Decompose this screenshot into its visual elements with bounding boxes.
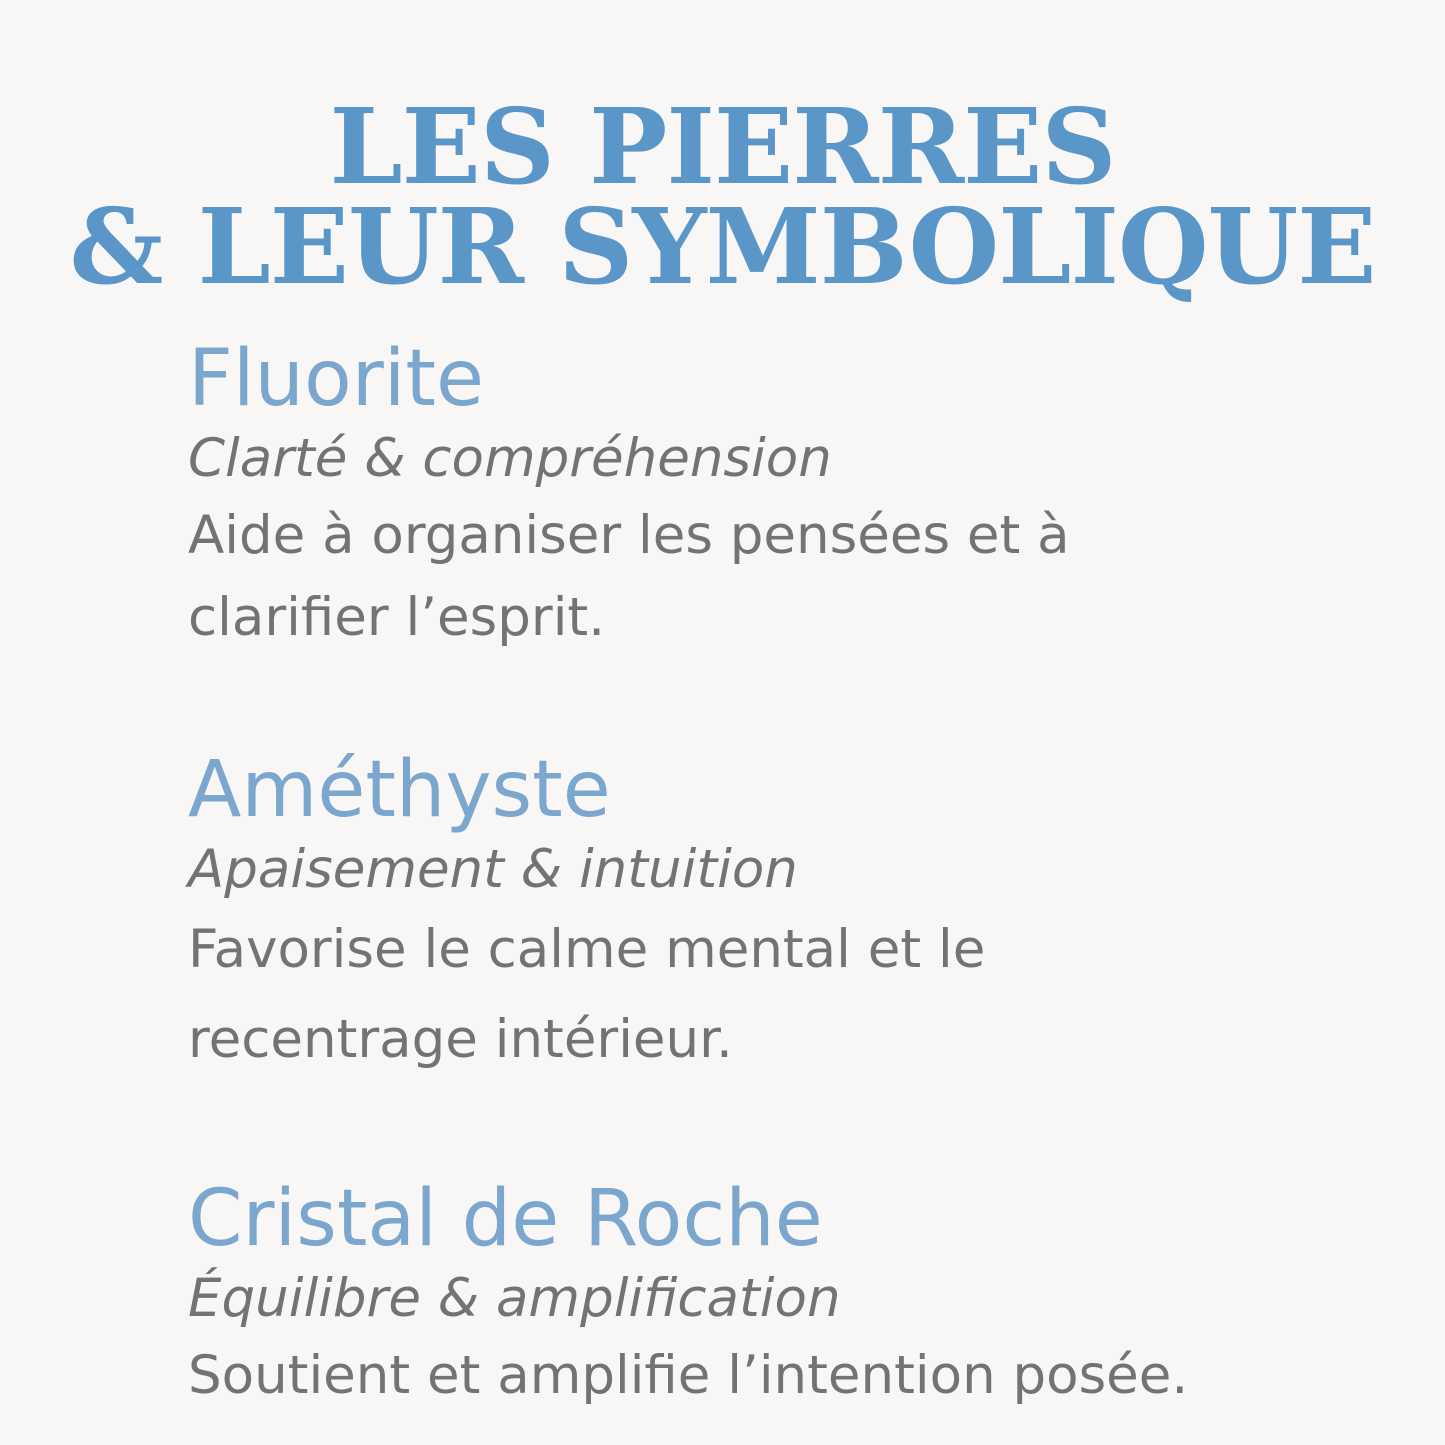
stone-name: Améthyste [188, 745, 611, 835]
page-title-line-2: & LEUR SYMBOLIQUE [69, 185, 1376, 308]
stone-description-line: Aide à organiser les pensées et à [188, 505, 1070, 566]
stone-description-line: recentrage intérieur. [188, 1009, 733, 1070]
stone-description-line: Soutient et amplifie l’intention posée. [188, 1345, 1189, 1406]
stone-subtitle: Équilibre & amplification [188, 1268, 841, 1329]
stone-section-amethyste [188, 745, 1388, 1085]
stone-name: Cristal de Roche [188, 1174, 823, 1264]
stone-subtitle: Apaisement & intuition [188, 839, 798, 900]
stone-section-fluorite [188, 334, 1388, 658]
stone-description-line: Favorise le calme mental et le [188, 919, 986, 980]
stone-name: Fluorite [188, 334, 485, 424]
stone-subtitle: Clarté & compréhension [188, 428, 832, 489]
stone-description-line: clarifier l’esprit. [188, 587, 606, 648]
stone-section-cristal-de-roche [188, 1174, 1388, 1416]
page-title-line-1: LES PIERRES [329, 85, 1116, 208]
